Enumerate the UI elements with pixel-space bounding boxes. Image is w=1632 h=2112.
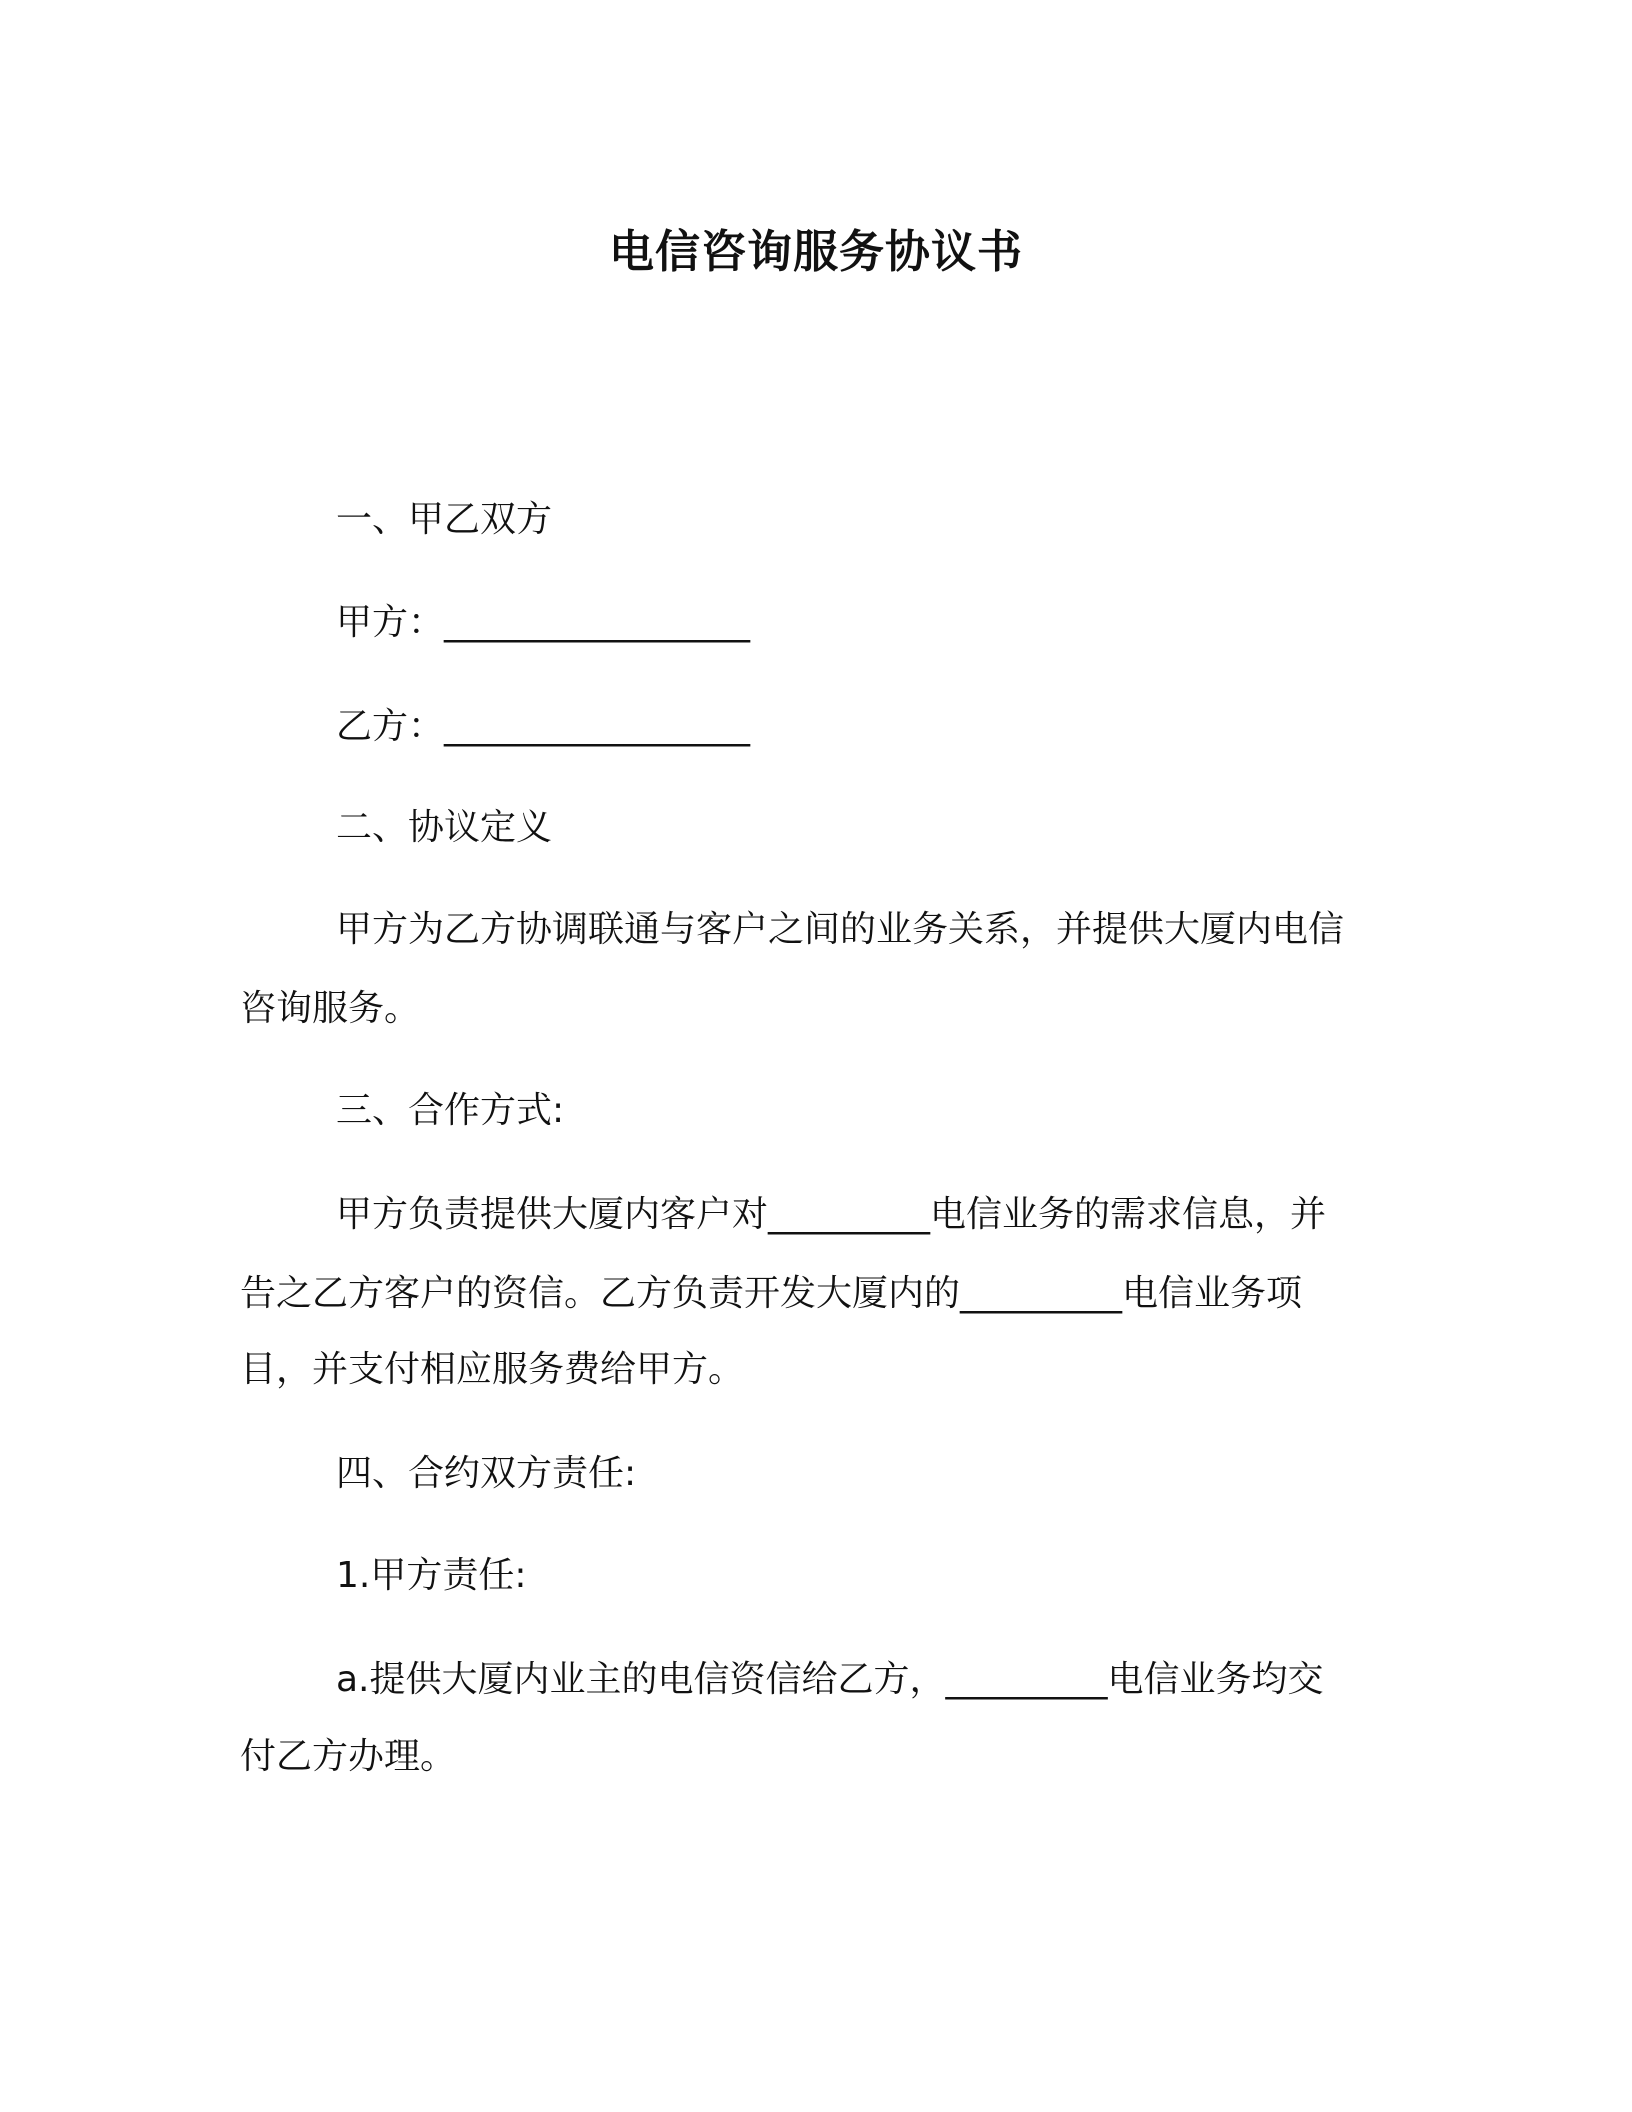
section-3-heading: 三、合作方式: (336, 1090, 565, 1131)
document-title: 电信咨询服务协议书 (608, 225, 1023, 278)
section-1-heading: 一、甲乙双方 (336, 499, 553, 540)
paragraph-line: 付乙方办理。 (240, 1736, 457, 1777)
section-2-heading: 二、协议定义 (336, 807, 553, 848)
section-4-heading: 四、合约双方责任: (336, 1453, 637, 1494)
party-a-field: 甲方：_________________ (336, 602, 751, 643)
subsection-heading: 1.甲方责任: (336, 1555, 527, 1596)
paragraph-line: 甲方负责提供大厦内客户对_________电信业务的需求信息，并 (336, 1194, 1327, 1235)
paragraph-line: 甲方为乙方协调联通与客户之间的业务关系，并提供大厦内电信 (336, 909, 1345, 950)
paragraph-line: 咨询服务。 (240, 988, 421, 1029)
party-b-field: 乙方：_________________ (336, 706, 751, 747)
paragraph-line: 告之乙方客户的资信。乙方负责开发大厦内的_________电信业务项 (240, 1273, 1303, 1314)
paragraph-line: a.提供大厦内业主的电信资信给乙方，_________电信业务均交 (336, 1659, 1324, 1700)
paragraph-line: 目，并支付相应服务费给甲方。 (240, 1349, 745, 1390)
